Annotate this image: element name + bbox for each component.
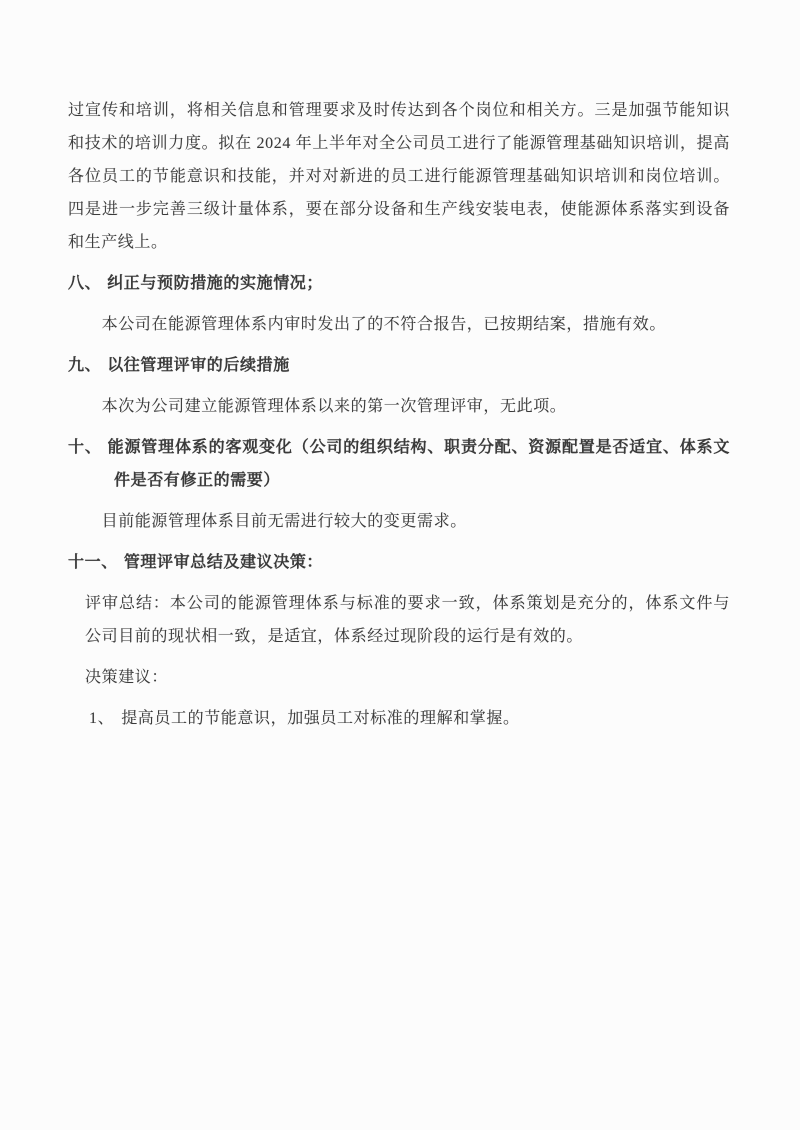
section-9-heading bbox=[68, 349, 730, 382]
section-11-summary: 评审总结：本公司的能源管理体系与标准的要求一致，体系策划是充分的，体系文件与公司目前的现状相一致，是适宜，体系经过现阶段的运行是有效的。 bbox=[85, 595, 730, 645]
section-11-title: 管理评审总结及建议决策： bbox=[123, 554, 324, 571]
section-10 bbox=[68, 431, 730, 538]
section-9-number: 九、 bbox=[68, 357, 102, 374]
decision-suggestion-label: 决策建议： bbox=[85, 669, 169, 686]
section-9 bbox=[68, 349, 730, 423]
section-8 bbox=[68, 267, 730, 341]
decision-item-1 bbox=[89, 702, 730, 735]
section-10-body: 目前能源管理体系目前无需进行较大的变更需求。 bbox=[101, 513, 467, 530]
section-11-number: 十一、 bbox=[68, 554, 118, 571]
decision-item-1-number: 1、 bbox=[89, 710, 115, 727]
section-9-title: 以往管理评审的后续措施 bbox=[107, 357, 290, 374]
section-10-number: 十、 bbox=[68, 439, 102, 456]
decision-item-1-text: 提高员工的节能意识，加强员工对标准的理解和掌握。 bbox=[121, 710, 520, 727]
section-11-heading bbox=[68, 546, 730, 579]
section-10-heading bbox=[68, 431, 730, 497]
section-11 bbox=[68, 546, 730, 653]
section-8-number: 八、 bbox=[68, 275, 102, 292]
section-10-title: 能源管理体系的客观变化（公司的组织结构、职责分配、资源配置是否适宜、体系文件是否有修正的需要） bbox=[107, 439, 730, 489]
section-8-title: 纠正与预防措施的实施情况； bbox=[107, 275, 324, 292]
section-8-body: 本公司在能源管理体系内审时发出了的不符合报告，已按期结案，措施有效。 bbox=[101, 316, 666, 333]
section-8-heading bbox=[68, 267, 730, 300]
section-9-body: 本次为公司建立能源管理体系以来的第一次管理评审，无此项。 bbox=[101, 398, 567, 415]
intro-paragraph: 过宣传和培训，将相关信息和管理要求及时传达到各个岗位和相关方。三是加强节能知识和技术的培训力度。拟在 2024 年上半年对全公司员工进行了能源管理基础知识培训，提高各位员工的节能意识和技能，并对对新进的员工进行能源管理基础知识培训和岗位培训。四是进一步完善三级计量体系，要在部分设备和生产线安装电表，使能源体系落实到设备和生产线上。 bbox=[68, 102, 730, 251]
